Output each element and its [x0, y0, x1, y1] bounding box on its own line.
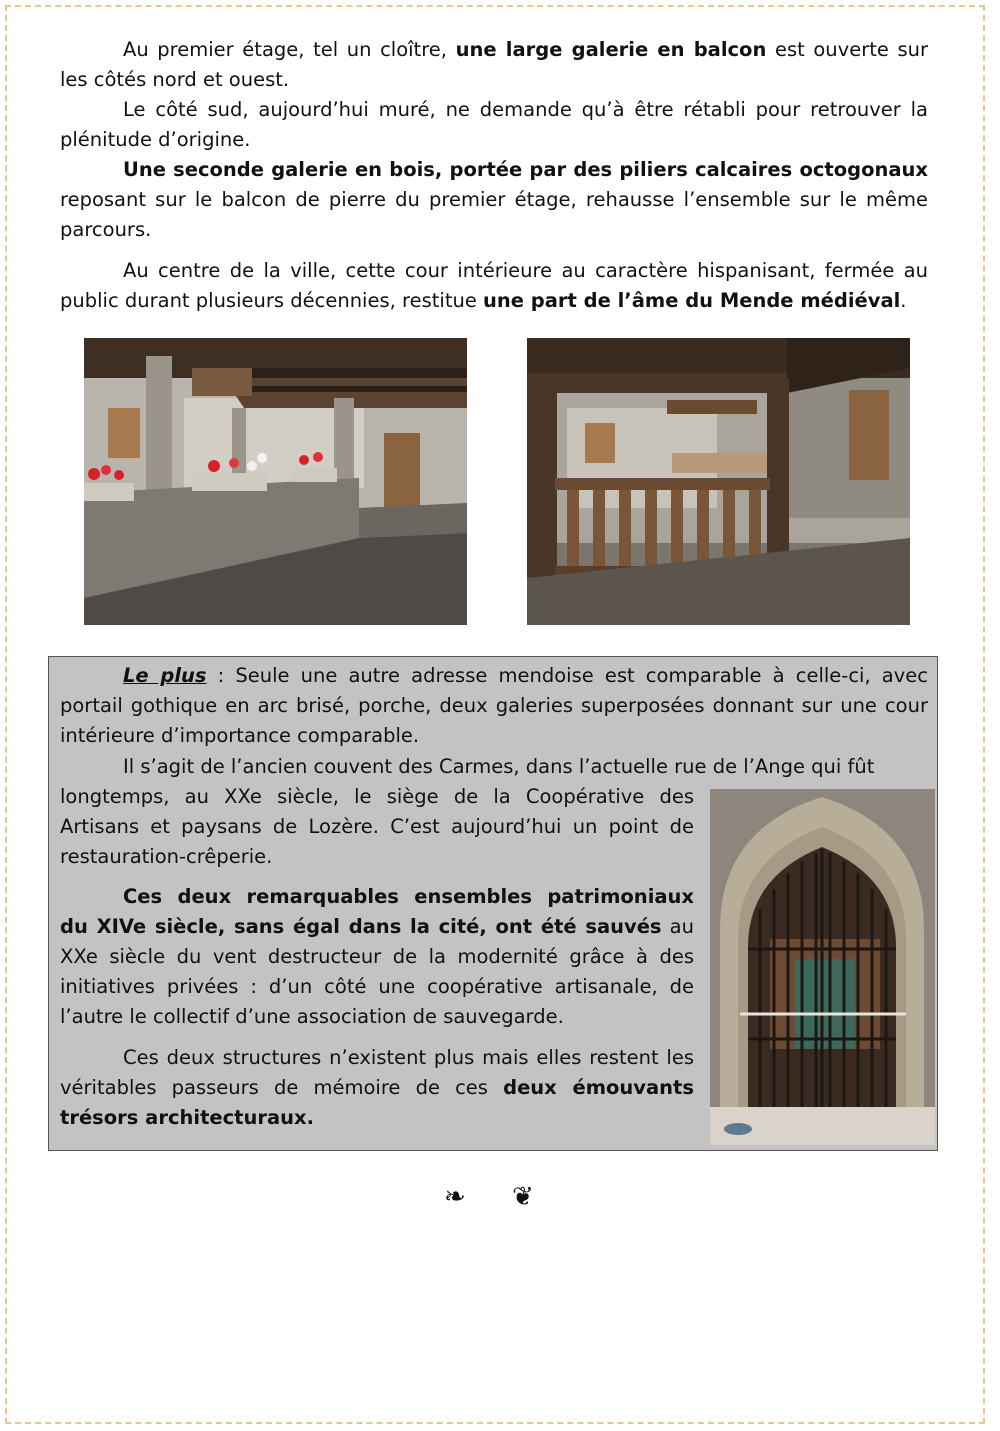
box-paragraph-structures: Ces deux structures n’existent plus mais elles restent les véritables passeurs de mémoire de ces deux émouvants trésors architecturaux.	[60, 1046, 694, 1129]
paragraph-centre-ville: Au centre de la ville, cette cour intérieure au caractère hispanisant, fermée au public durant plusieurs décennies, restitue une part de l’âme du Mende médiéval.	[60, 259, 928, 312]
le-plus-label: Le plus	[123, 664, 207, 687]
gothic-gate-photo	[710, 789, 935, 1145]
paragraph-seconde-galerie: Une seconde galerie en bois, portée par des piliers calcaires octogonaux reposant sur le balcon de pierre du premier étage, rehausse l’ensemble sur le même parcours.	[60, 158, 928, 241]
box-paragraph-le-plus: Le plus : Seule une autre adresse mendoise est comparable à celle-ci, avec portail gothique en arc brisé, porche, deux galeries superposées donnant sur une cour intérieure d’importance comparable.	[60, 664, 928, 747]
cloister-gallery-photo	[84, 338, 467, 625]
box-paragraph-carmes: longtemps, au XXe siècle, le siège de la Coopérative des Artisans et paysans de Lozère. C’est aujourd’hui un point de restauration-crêperie.	[60, 785, 694, 868]
paragraph-cote-sud: Le côté sud, aujourd’hui muré, ne demande qu’à être rétabli pour retrouver la plénitude d’origine.	[60, 98, 928, 151]
right-ornament-icon: ❦	[512, 1182, 534, 1212]
box-paragraph-carmes-line1: Il s’agit de l’ancien couvent des Carmes, dans l’actuelle rue de l’Ange qui fût	[123, 755, 875, 778]
left-ornament-icon: ❧	[444, 1182, 466, 1212]
wooden-balustrade-photo	[527, 338, 910, 625]
paragraph-galerie-balcon: Au premier étage, tel un cloître, une large galerie en balcon est ouverte sur les côtés nord et ouest.	[60, 38, 928, 91]
box-paragraph-ensembles: Ces deux remarquables ensembles patrimoniaux du XIVe siècle, sans égal dans la cité, ont été sauvés au XXe siècle du vent destructeur de la modernité grâce à des initiatives privées : d’un côté une coopérative artisanale, de l’autre le collectif d’une association de sauvegarde.	[60, 885, 694, 1028]
